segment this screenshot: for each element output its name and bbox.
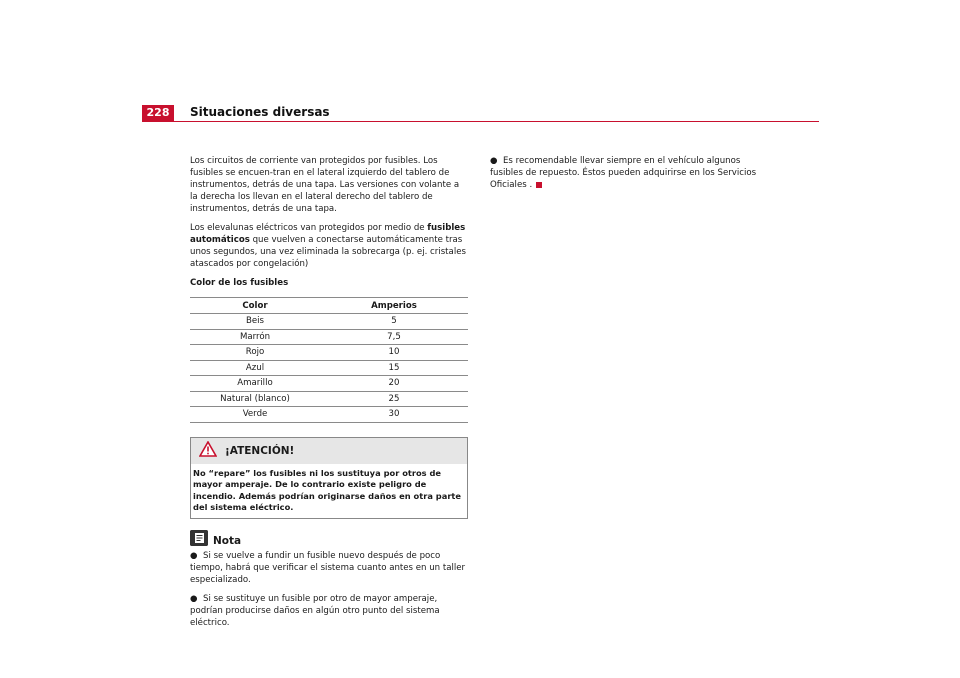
column-header-amps: Amperios: [320, 298, 468, 314]
right-column: [490, 155, 760, 198]
header-rule: [142, 121, 819, 122]
spare-fuses-item: [490, 155, 760, 191]
table-row: [190, 376, 468, 392]
table-row: [190, 329, 468, 345]
note-item-text: Si se vuelve a fundir un fusible nuevo después de poco tiempo, habrá que verificar el sistema cuanto antes en un taller especializado.: [190, 550, 466, 585]
table-row: [190, 314, 468, 330]
warning-text: No “repare” los fusibles ni los sustituya por otros de mayor amperaje. De lo contrario existe peligro de incendio. Además podrían originarse daños en otra parte del sistema eléctrico.: [193, 467, 462, 512]
cell-color: Marrón: [190, 329, 320, 345]
cell-amps: 20: [320, 376, 468, 392]
auto-fuses-term: fusibles automáticos: [190, 223, 466, 245]
page-number: 228: [142, 105, 174, 121]
column-header-color: Color: [190, 298, 320, 314]
cell-amps: 5: [320, 314, 468, 330]
warning-box: [190, 437, 468, 519]
cell-amps: 25: [320, 391, 468, 407]
warning-triangle-icon: [199, 441, 217, 461]
bullet-dot: ●: [190, 550, 198, 561]
windows-paragraph-start: Los elevalunas eléctricos van protegidos por medio de: [190, 223, 428, 233]
spare-fuses-text: Es recomendable llevar siempre en el vehículo algunos fusibles de repuesto. Éstos pueden adquirirse en los Servicios Oficiales .: [490, 156, 757, 190]
table-row: [190, 360, 468, 376]
windows-paragraph: [190, 222, 468, 270]
table-row: [190, 345, 468, 361]
cell-color: Azul: [190, 360, 320, 376]
bullet-dot: ●: [490, 156, 498, 166]
note-icon: [190, 530, 208, 546]
cell-color: Verde: [190, 407, 320, 423]
intro-paragraph: Los circuitos de corriente van protegidos por fusibles. Los fusibles se encuen-tran en el lateral izquierdo del tablero de instrumentos, detrás de una tapa. Las versiones con volante a la derecha los llevan en el lateral derecho del tablero de instrumentos, detrás de una tapa.: [190, 156, 460, 214]
note-item-text: Si se sustituye un fusible por otro de mayor amperaje, podrían producirse daños en algún otro punto del sistema eléctrico.: [190, 593, 440, 628]
cell-color: Rojo: [190, 345, 320, 361]
end-square-icon: [536, 182, 542, 188]
cell-color: Natural (blanco): [190, 391, 320, 407]
table-header-row: [190, 298, 468, 314]
section-title: Situaciones diversas: [190, 105, 330, 119]
cell-amps: 15: [320, 360, 468, 376]
note-header: [190, 529, 468, 547]
cell-amps: 7,5: [320, 329, 468, 345]
cell-amps: 10: [320, 345, 468, 361]
note-item: [190, 550, 468, 586]
table-row: [190, 407, 468, 423]
cell-amps: 30: [320, 407, 468, 423]
cell-color: Amarillo: [190, 376, 320, 392]
note-title: Nota: [213, 534, 242, 547]
table-row: [190, 391, 468, 407]
note-item: [190, 593, 468, 629]
windows-paragraph-end: que vuelven a conectarse automáticamente tras unos segundos, una vez eliminada la sobrecarga (p. ej. cristales atascados por congelación): [190, 235, 466, 269]
fuse-colors-heading: Color de los fusibles: [190, 278, 289, 288]
fuse-color-table: [190, 297, 468, 423]
warning-header: [191, 438, 467, 464]
left-column: [190, 155, 468, 636]
bullet-dot: ●: [190, 593, 198, 604]
cell-color: Beis: [190, 314, 320, 330]
warning-title: ¡ATENCIÓN!: [225, 444, 295, 457]
